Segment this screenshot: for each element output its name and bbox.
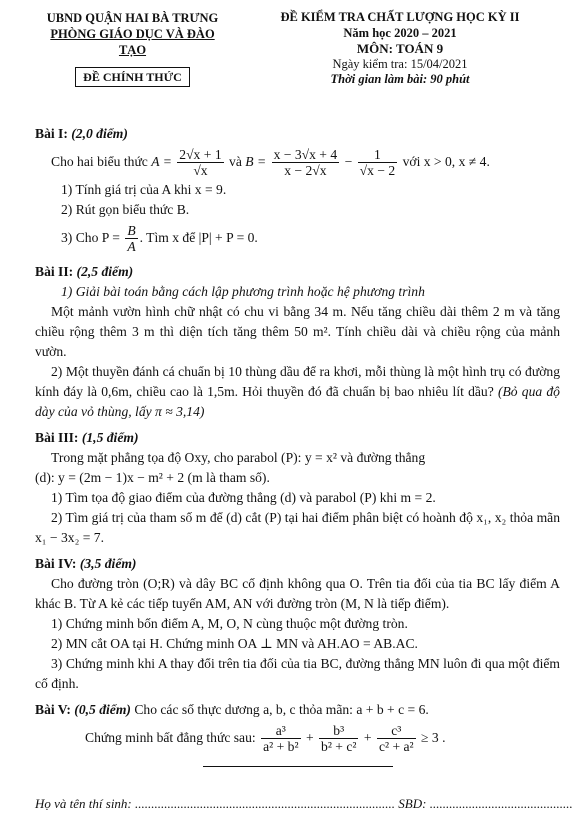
official-stamp: ĐỀ CHÍNH THỨC [75,67,190,87]
expr-b-fraction-2 [358,147,398,178]
expressions-intro: Cho hai biểu thức [51,154,148,169]
expr-b-denominator-1: x − 2√x [284,163,327,179]
inequality-prompt: Chứng minh bất đẳng thức sau: [85,730,256,745]
inequality-term-1 [261,723,300,754]
expr-a-fraction [177,147,223,178]
section-5 [35,700,560,767]
question-1-2: 2) Rút gọn biểu thức B. [61,202,190,217]
candidate-name-dots: ................................................................................ [135,796,396,811]
question-1-1: 1) Tính giá trị của A khi x = 9. [61,182,227,197]
section-3-intro-2: (d): y = (2m − 1)x − m² + 2 (m là tham số). [35,470,270,485]
term-2-numerator: b³ [319,723,358,739]
inequality-term-3 [377,723,416,754]
section-2-label: Bài II: [35,264,77,279]
district-name: UBND QUẬN HAI BÀ TRƯNG [46,11,219,25]
expr-a-lhs: A = [151,154,172,169]
plus-sign-2: + [363,730,372,745]
question-4-1: 1) Chứng minh bốn điểm A, M, O, N cùng thuộc một đường tròn. [51,616,408,631]
candidate-footer [35,796,573,812]
end-divider [203,766,393,767]
section-4-label: Bài IV: [35,556,80,571]
header-right [250,10,550,88]
term-2-denominator: b² + c² [321,739,357,755]
inequality-term-2 [319,723,358,754]
question-2-2-note: (Bỏ qua độ dày của vỏ thùng, lấy π ≈ 3,14) [35,384,560,419]
section-2 [35,262,560,422]
inequality-line [35,720,560,756]
section-1-title [35,124,560,144]
expr-b-denominator-2: √x − 2 [359,163,396,179]
candidate-name-label: Họ và tên thí sinh: [35,796,136,811]
section-3-label: Bài III: [35,430,82,445]
p-denominator: A [127,239,136,255]
subject: MÔN: TOÁN 9 [356,41,444,56]
section-5-intro: Cho các số thực dương a, b, c thỏa mãn: a + b + c = 6. [134,702,429,717]
section-3-points: (1,5 điểm) [81,430,139,445]
p-numerator: B [127,223,136,239]
term-3-numerator: c³ [377,723,416,739]
section-3-intro-1: Trong mặt phẳng tọa độ Oxy, cho parabol (P): y = x² và đường thẳng [51,450,426,465]
section-3-title [35,428,560,448]
candidate-number-dots: ............................................ [429,796,573,811]
question-2-1-text: Một mảnh vườn hình chữ nhật có chu vi bằng 34 m. Nếu tăng chiều dài thêm 2 m và tăng chiều rộng thêm 3 m thì diện tích tăng thêm 50 m². Tính chiều dài và chiều rộng của mảnh vườn. [35,304,560,359]
section-1-label: Bài I: [35,126,72,141]
question-3-2: 2) Tìm giá trị của tham số m để (d) cắt (P) tại hai điểm phân biệt có hoành độ x₁, x₂ thỏa mãn x₁ − 3x₂ = 7. [35,510,560,545]
exam-duration: Thời gian làm bài: 90 phút [330,72,470,86]
question-1-3 [35,220,560,256]
section-2-points: (2,5 điểm) [76,264,134,279]
section-3 [35,428,560,548]
question-2-2-text: 2) Một thuyền đánh cá chuẩn bị 10 thùng dầu để ra khơi, mỗi thùng là một hình trụ có đường kính đáy là 0,6m, chiều cao là 1,5m. Hỏi thuyền đó đã chuẩn bị bao nhiêu lít dầu? [35,364,560,399]
expr-a-numerator: 2√x + 1 [179,147,222,163]
section-2-title [35,262,560,282]
p-fraction [125,223,137,254]
section-4-intro: Cho đường tròn (O;R) và dây BC cố định không qua O. Trên tia đối của tia BC lấy điểm A khác B. Từ A kẻ các tiếp tuyến AM, AN với đường tròn (M, N là tiếp điểm). [35,576,560,611]
question-4-3: 3) Chứng minh khi A thay đổi trên tia đối của tia BC, đường thẳng MN luôn đi qua một điểm cố định. [35,656,560,691]
expr-b-numerator-2: 1 [358,147,398,163]
section-4-points: (3,5 điểm) [79,556,137,571]
expression-condition: với x > 0, x ≠ 4. [402,154,490,169]
exam-title: ĐỀ KIỂM TRA CHẤT LƯỢNG HỌC KỲ II [280,10,520,24]
exam-date: Ngày kiểm tra: 15/04/2021 [332,56,468,71]
term-1-denominator: a² + b² [263,739,299,755]
minus-sign: − [344,154,353,169]
term-3-denominator: c² + a² [378,739,414,755]
section-1 [35,124,560,256]
department-name: PHÒNG GIÁO DỤC VÀ ĐÀO TẠO [50,27,215,57]
expr-b-fraction-1 [272,147,340,178]
question-3-1: 1) Tìm tọa độ giao điểm của đường thẳng (d) và parabol (P) khi m = 2. [51,490,436,505]
expressions-line [35,144,560,180]
expr-b-lhs: B = [245,154,267,169]
exam-body [35,118,560,767]
question-1-3-suffix: . Tìm x để |P| + P = 0. [139,230,258,245]
plus-sign-1: + [305,730,314,745]
expr-b-numerator-1: x − 3√x + 4 [273,147,338,163]
section-1-points: (2,0 điểm) [71,126,128,141]
inequality-tail: ≥ 3 . [421,730,446,745]
header-left [40,10,225,87]
question-4-2: 2) MN cắt OA tại H. Chứng minh OA ⊥ MN và AH.AO = AB.AC. [51,636,418,651]
question-1-3-prefix: 3) Cho P = [61,230,120,245]
conjunction-and: và [229,154,242,169]
section-5-header [35,700,560,720]
section-5-points: (0,5 điểm) [74,702,131,717]
candidate-number-label: SBD: [395,796,430,811]
section-4 [35,554,560,694]
school-year: Năm học 2020 – 2021 [343,25,457,40]
question-2-1-title: 1) Giải bài toán bằng cách lập phương trình hoặc hệ phương trình [61,284,425,299]
term-1-numerator: a³ [261,723,300,739]
question-2-2 [35,362,560,422]
expr-a-denominator: √x [193,163,208,179]
section-4-title [35,554,560,574]
section-5-label: Bài V: [35,702,75,717]
